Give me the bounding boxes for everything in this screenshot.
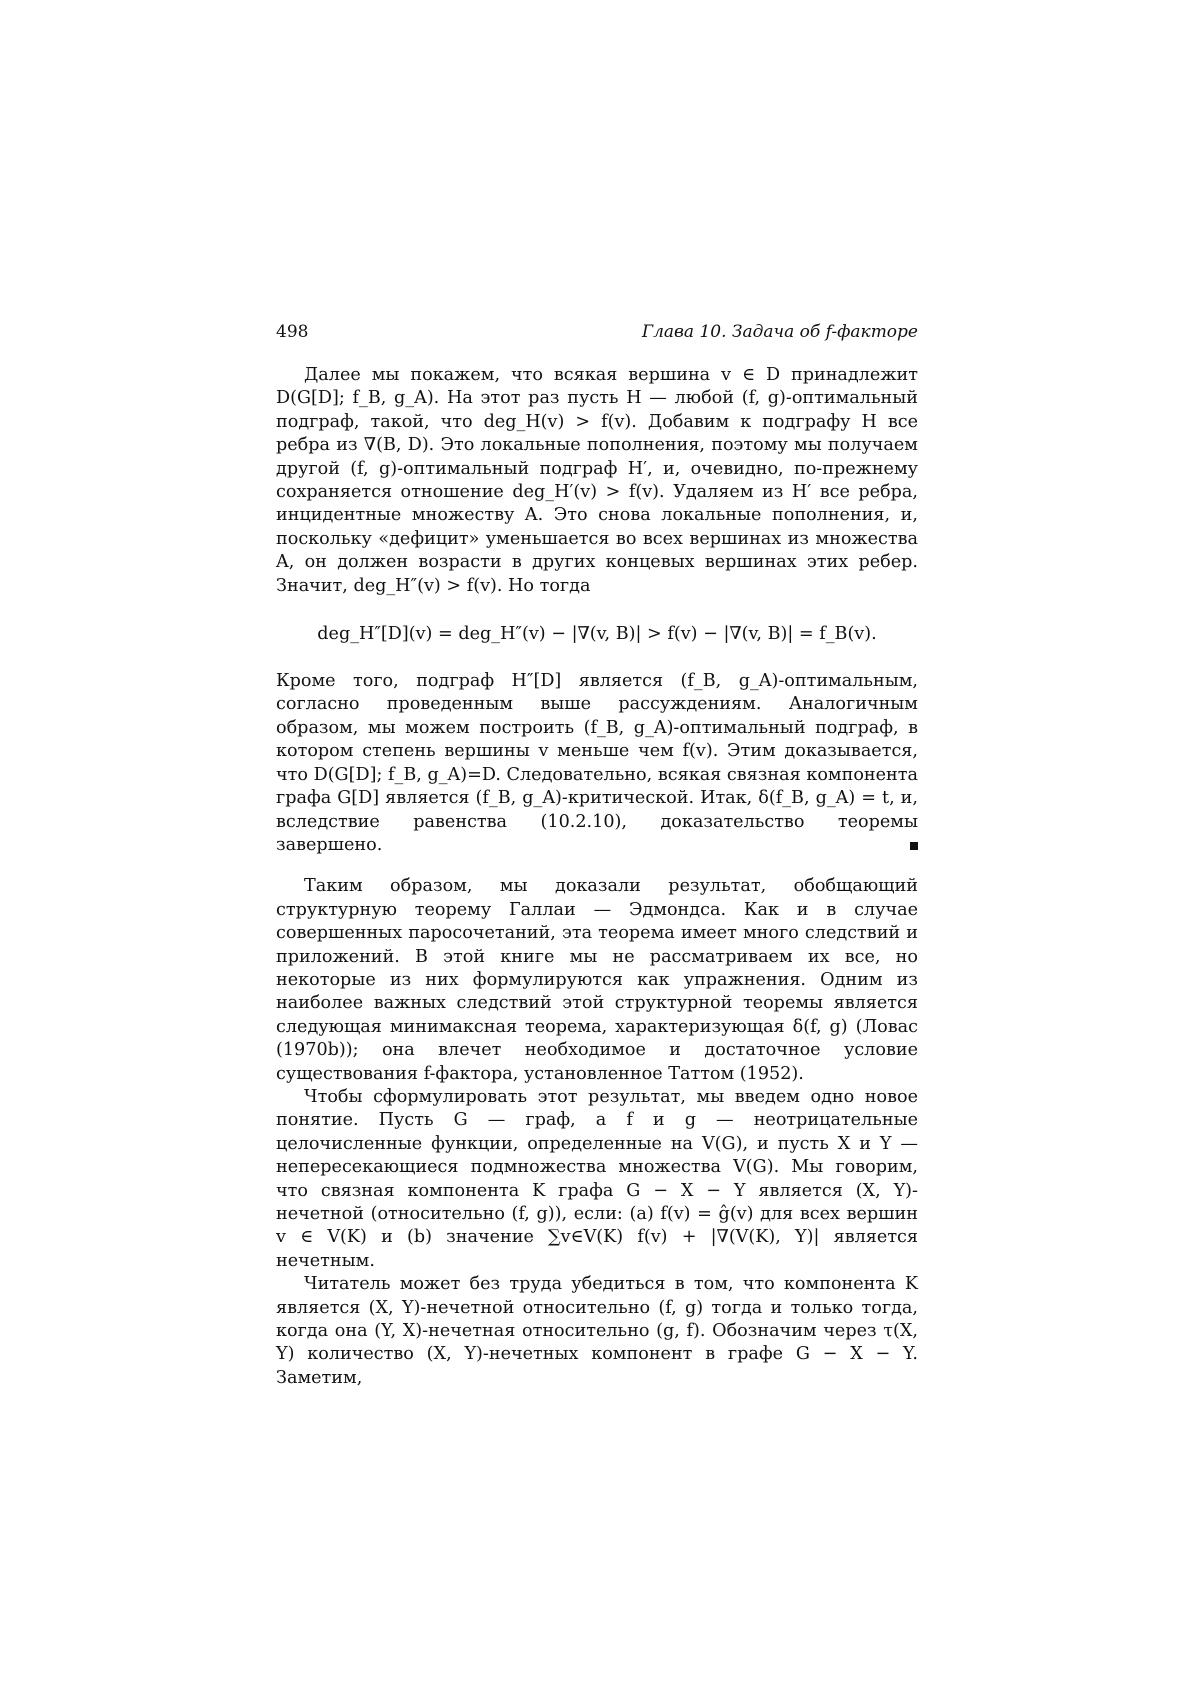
paragraph-5: Читатель может без труда убедиться в том, что компонента K является (X, Y)-нечетной относительно (f, g) тогда и только тогда, когда она (Y, X)-нечетная относительно (g, f). Обозначим через τ(X, Y) количество (X, Y)-нечетных компонент в графе G − X − Y. Заметим, — [276, 1274, 918, 1388]
paragraph-3: Таким образом, мы доказали результат, обобщающий структурную теорему Галлаи — Эдмондса. Как и в случае совершенных паросочетаний, эта теорема имеет много следствий и приложений. В этой книге мы не рассматриваем их все, но некоторые из них формулируются как упражнения. Одним из наиболее важных следствий этой структурной теоремы является следующая минимаксная теорема, характеризующая δ(f, g) (Ловас (1970b)); она влечет необходимое и достаточное условие существования f-фактора, установленное Таттом (1952). — [276, 876, 918, 1084]
paragraph-2-text: Кроме того, подграф H″[D] является (f_B, g_A)-оптимальным, согласно проведенным выше рассуждениям. Аналогичным образом, мы можем построить (f_B, g_A)-оптимальный подграф, в котором степень вершины v меньше чем f(v). Этим доказывается, что D(G[D]; f_B, g_A)=D. Следовательно, всякая связная компонента графа G[D] является (f_B, g_A)-критической. Итак, δ(f_B, g_A) = t, и, вследствие равенства (10.2.10), доказательство теоремы завершено. — [276, 671, 918, 855]
proof-end-icon — [910, 842, 918, 850]
running-header — [276, 322, 918, 342]
chapter-title: Глава 10. Задача об f-факторе — [641, 322, 918, 342]
paragraph-2 — [276, 670, 918, 857]
paragraph-1: Далее мы покажем, что всякая вершина v ∈ D принадлежит D(G[D]; f_B, g_A). На этот раз пусть H — любой (f, g)-оптимальный подграф, такой, что deg_H(v) > f(v). Добавим к подграфу H все ребра из ∇(B, D). Это локальные пополнения, поэтому мы получаем другой (f, g)-оптимальный подграф H′, и, очевидно, по-прежнему сохраняется отношение deg_H′(v) > f(v). Удаляем из H′ все ребра, инцидентные множеству A. Это снова локальные пополнения, и, поскольку «дефицит» уменьшается во всех вершинах из множества A, он должен возрасти в других концевых вершинах этих ребер. Значит, deg_H″(v) > f(v). Но тогда — [276, 365, 918, 596]
paragraph-4: Чтобы сформулировать этот результат, мы введем одно новое понятие. Пусть G — граф, а f и g — неотрицательные целочисленные функции, определенные на V(G), и пусть X и Y — непересекающиеся подмножества множества V(G). Мы говорим, что связная компонента K графа G − X − Y является (X, Y)-нечетной (относительно (f, g)), если: (a) f(v) = ĝ(v) для всех вершин v ∈ V(K) и (b) значение ∑v∈V(K) f(v) + |∇(V(K), Y)| является нечетным. — [276, 1086, 918, 1271]
document-page — [276, 322, 918, 1390]
page-number: 498 — [276, 322, 309, 342]
display-formula: deg_H″[D](v) = deg_H″(v) − |∇(v, B)| > f(v) − |∇(v, B)| = f_B(v). — [317, 624, 877, 645]
